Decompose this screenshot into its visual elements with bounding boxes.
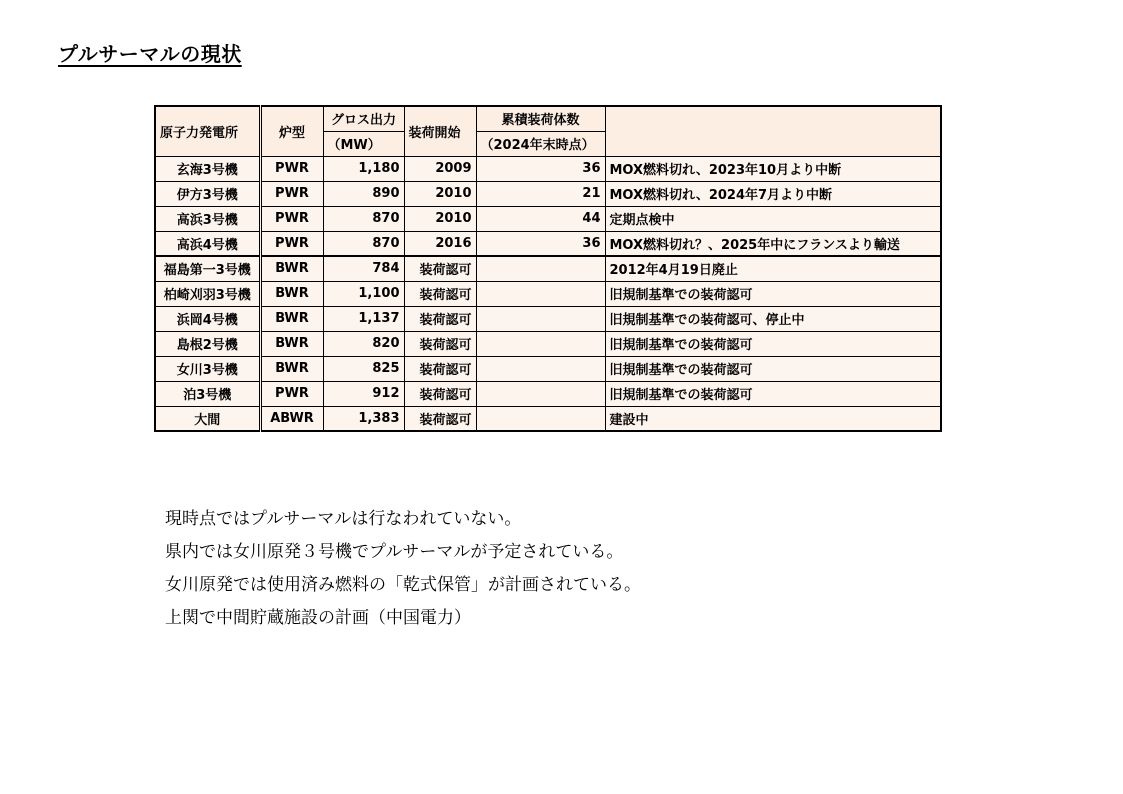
cell-type: BWR [260,306,323,331]
page-title: プルサーマルの現状 [58,42,242,66]
note-line: 現時点ではプルサーマルは行なわれていない。 [165,509,522,529]
cell-count [476,381,605,406]
table-row [155,356,941,381]
cell-count [476,306,605,331]
cell-type: BWR [260,356,323,381]
cell-mw: 870 [323,231,404,256]
table-header-row [155,106,941,131]
cell-plant: 泊3号機 [155,381,260,406]
cell-note: MOX燃料切れ、2024年7月より中断 [605,181,941,206]
cell-mw: 825 [323,356,404,381]
note-line: 県内では女川原発３号機でプルサーマルが予定されている。 [165,542,624,562]
cell-plant: 島根2号機 [155,331,260,356]
table-row [155,306,941,331]
table-row [155,331,941,356]
cell-mw: 1,383 [323,406,404,431]
cell-start: 2016 [404,231,476,256]
cell-note: 2012年4月19日廃止 [605,256,941,281]
cell-plant: 浜岡4号機 [155,306,260,331]
cell-note: 旧規制基準での装荷認可 [605,381,941,406]
header-count-unit: （2024年末時点） [476,131,605,156]
cell-mw: 820 [323,331,404,356]
note-line: 女川原発では使用済み燃料の「乾式保管」が計画されている。 [165,575,641,595]
cell-type: BWR [260,256,323,281]
cell-type: PWR [260,231,323,256]
cell-type: PWR [260,181,323,206]
header-mw: グロス出力 [323,106,404,131]
cell-start: 装荷認可 [404,256,476,281]
cell-type: BWR [260,331,323,356]
cell-count [476,406,605,431]
cell-note: 定期点検中 [605,206,941,231]
table-row [155,256,941,281]
header-plant: 原子力発電所 [155,106,260,156]
cell-start: 装荷認可 [404,406,476,431]
cell-mw: 890 [323,181,404,206]
cell-count [476,256,605,281]
header-count: 累積装荷体数 [476,106,605,131]
cell-plant: 高浜3号機 [155,206,260,231]
cell-mw: 784 [323,256,404,281]
cell-count: 36 [476,156,605,181]
header-start: 装荷開始 [404,106,476,156]
cell-mw: 1,137 [323,306,404,331]
table-row [155,231,941,256]
cell-mw: 1,180 [323,156,404,181]
notes-block [165,503,641,635]
cell-note: 旧規制基準での装荷認可、停止中 [605,306,941,331]
table-row [155,156,941,181]
cell-plant: 女川3号機 [155,356,260,381]
cell-count: 21 [476,181,605,206]
cell-type: PWR [260,381,323,406]
cell-plant: 高浜4号機 [155,231,260,256]
cell-mw: 870 [323,206,404,231]
cell-count [476,331,605,356]
pluthermal-status-table [154,105,942,432]
cell-plant: 柏崎刈羽3号機 [155,281,260,306]
cell-note: MOX燃料切れ、2023年10月より中断 [605,156,941,181]
cell-count: 36 [476,231,605,256]
header-note [605,106,941,156]
cell-count: 44 [476,206,605,231]
cell-count [476,356,605,381]
table-row [155,181,941,206]
cell-note: 旧規制基準での装荷認可 [605,331,941,356]
cell-plant: 伊方3号機 [155,181,260,206]
cell-mw: 912 [323,381,404,406]
cell-start: 装荷認可 [404,356,476,381]
cell-type: PWR [260,206,323,231]
header-mw-unit: （MW） [323,131,404,156]
table-row [155,406,941,431]
cell-start: 装荷認可 [404,281,476,306]
table-row [155,381,941,406]
cell-mw: 1,100 [323,281,404,306]
cell-start: 2010 [404,181,476,206]
cell-type: BWR [260,281,323,306]
table-row [155,281,941,306]
cell-note: 旧規制基準での装荷認可 [605,281,941,306]
cell-start: 装荷認可 [404,331,476,356]
cell-plant: 福島第一3号機 [155,256,260,281]
cell-start: 装荷認可 [404,306,476,331]
cell-plant: 大間 [155,406,260,431]
cell-type: ABWR [260,406,323,431]
table-row [155,206,941,231]
cell-start: 2009 [404,156,476,181]
cell-start: 2010 [404,206,476,231]
cell-count [476,281,605,306]
cell-start: 装荷認可 [404,381,476,406]
cell-note: 建設中 [605,406,941,431]
note-line: 上関で中間貯蔵施設の計画（中国電力） [165,608,471,628]
cell-type: PWR [260,156,323,181]
cell-plant: 玄海3号機 [155,156,260,181]
cell-note: MOX燃料切れ？、2025年中にフランスより輸送 [605,231,941,256]
cell-note: 旧規制基準での装荷認可 [605,356,941,381]
header-type: 炉型 [260,106,323,156]
